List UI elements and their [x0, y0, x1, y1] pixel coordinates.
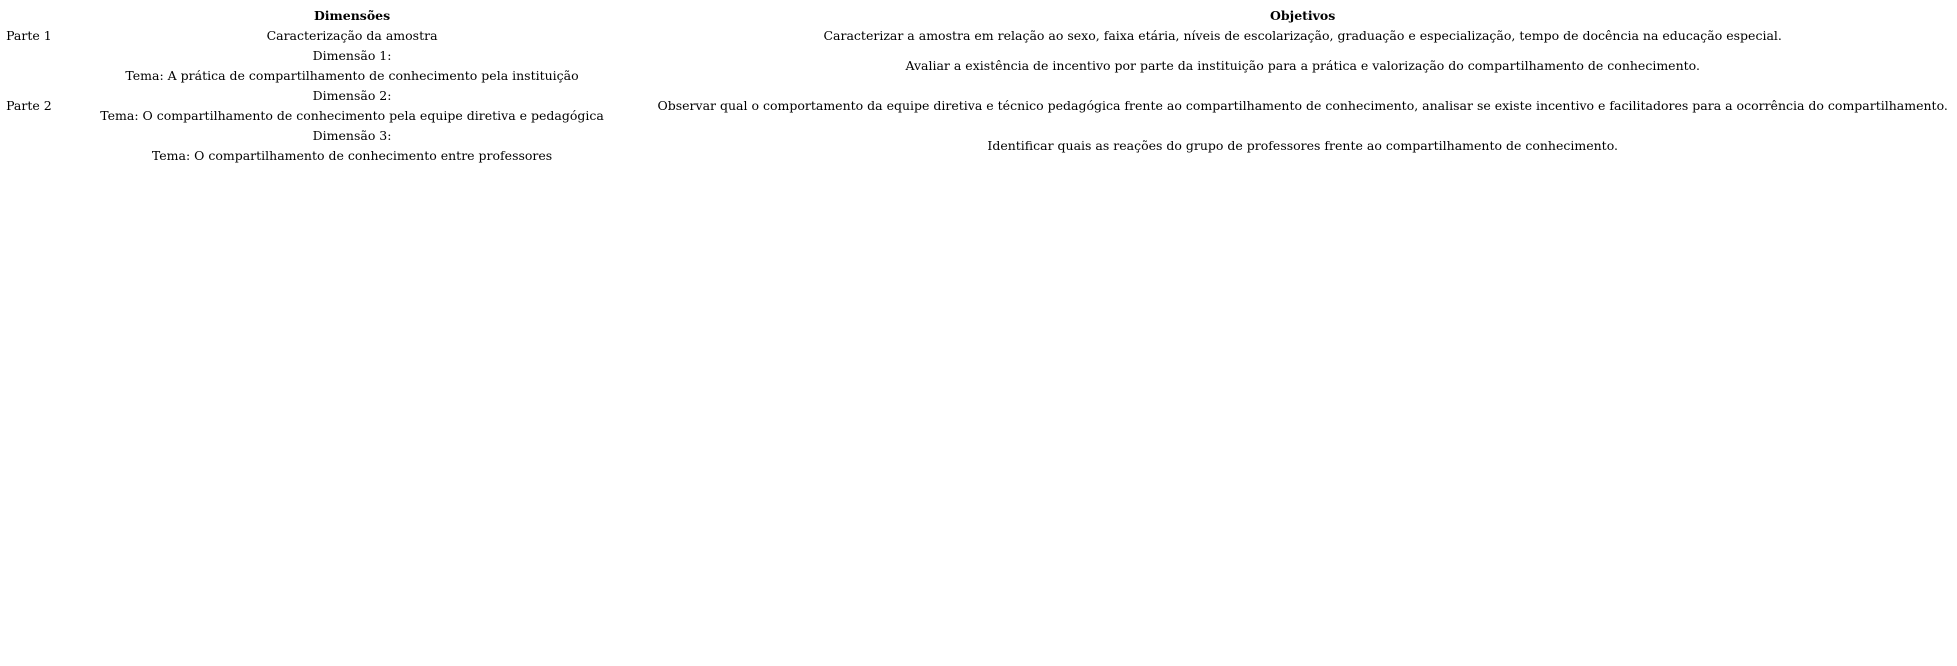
dimension-cell: [56, 86, 649, 126]
objective-cell: Caracterizar a amostra em relação ao sexo, faixa etária, níveis de escolarização, graduação e especialização, tempo de docência na educação especial.: [823, 28, 1782, 43]
dimension-cell: [56, 46, 649, 86]
part-label: Parte 2: [6, 98, 52, 113]
objective-cell: Observar qual o comportamento da equipe diretiva e técnico pedagógica frente ao compartilhamento de conhecimento, analisar se existe incentivo e facilitadores para a ocorrência do compartilhamento.: [657, 98, 1948, 113]
header-objectives: Objetivos: [1270, 8, 1336, 23]
part-label: Parte 1: [6, 28, 52, 43]
dimensions-objectives-table: [2, 6, 1957, 166]
dimension-theme: Caracterização da amostra: [266, 28, 438, 43]
part-label: [2, 46, 56, 86]
part-label: [2, 126, 56, 166]
objective-cell: Identificar quais as reações do grupo de professores frente ao compartilhamento de conhecimento.: [987, 138, 1618, 153]
header-dimensions: Dimensões: [313, 8, 391, 23]
table-row-dimension2: [2, 86, 1957, 126]
objective-cell: Avaliar a existência de incentivo por parte da instituição para a prática e valorização do compartilhamento de conhecimento.: [905, 58, 1700, 73]
dimension-theme: Tema: A prática de compartilhamento de conhecimento pela instituição: [125, 68, 579, 83]
dimension-theme: Tema: O compartilhamento de conhecimento pela equipe diretiva e pedagógica: [100, 108, 604, 123]
table-row-dimension3: [2, 126, 1957, 166]
table-header-row: [2, 6, 1957, 26]
dimension-label: Dimensão 1:: [312, 48, 392, 63]
dimension-label: Dimensão 3:: [312, 128, 392, 143]
dimension-cell: [56, 126, 649, 166]
header-part: [2, 6, 56, 26]
dimension-theme: Tema: O compartilhamento de conhecimento entre professores: [151, 148, 553, 163]
table-row-part1: [2, 26, 1957, 46]
dimension-label: Dimensão 2:: [312, 88, 392, 103]
dimension-cell: [56, 26, 649, 46]
table-row-dimension1: [2, 46, 1957, 86]
